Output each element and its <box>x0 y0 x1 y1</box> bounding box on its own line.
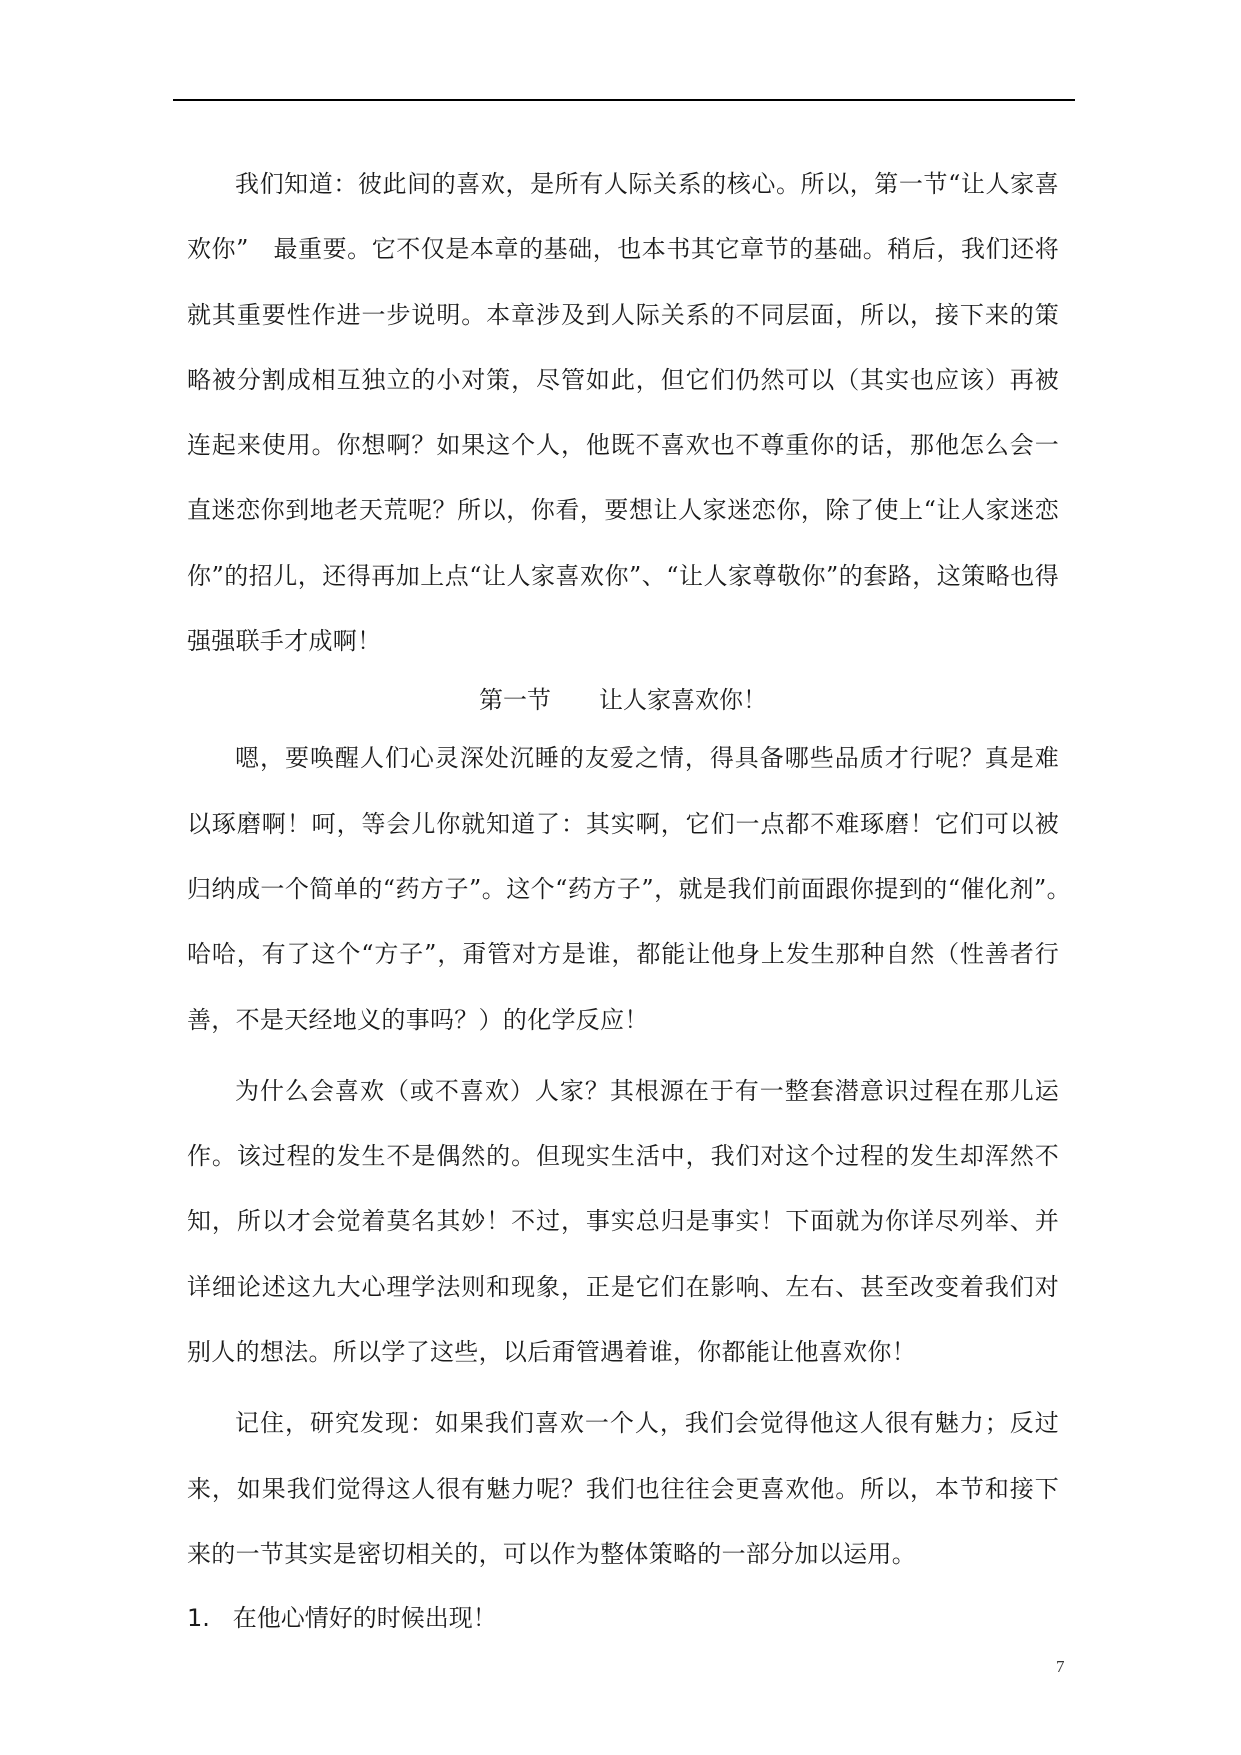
page-content <box>187 152 1084 1649</box>
body-paragraph-2: 为什么会喜欢（或不喜欢）人家？其根源在于有一整套潜意识过程在那儿运作。该过程的发生不是偶然的。但现实生活中，我们对这个过程的发生却浑然不知，所以才会觉着莫名其妙！不过，事实总归是事实！下面就为你详尽列举、并详细论述这九大心理学法则和现象，正是它们在影响、左右、甚至改变着我们对别人的想法。所以学了这些，以后甭管遇着谁，你都能让他喜欢你！ <box>187 1076 1059 1367</box>
body-paragraph-3: 记住，研究发现：如果我们喜欢一个人，我们会觉得他这人很有魅力；反过来，如果我们觉得这人很有魅力呢？我们也往往会更喜欢他。所以，本节和接下来的一节其实是密切相关的，可以作为整体策略的一部分加以运用。 <box>187 1409 1059 1568</box>
body-paragraph-1: 嗯，要唤醒人们心灵深处沉睡的友爱之情，得具备哪些品质才行呢？真是难以琢磨啊！呵，等会儿你就知道了：其实啊，它们一点都不难琢磨！它们可以被归纳成一个简单的“药方子”。这个“药方子”，就是我们前面跟你提到的“催化剂”。 哈哈，有了这个“方子”，甭管对方是谁，都能让他身上发生那种自然（性善者行善，不是天经地义的事吗？）的化学反应！ <box>187 744 1084 1034</box>
header-rule <box>173 99 1075 101</box>
section-heading: 第一节 让人家喜欢你！ <box>479 686 767 715</box>
numbered-subheading: 1. 在他心情好的时候出现！ <box>187 1604 497 1633</box>
page-number: 7 <box>1056 1657 1065 1676</box>
intro-paragraph: 我们知道：彼此间的喜欢，是所有人际关系的核心。所以，第一节“让人家喜欢你” 最重要。它不仅是本章的基础，也本书其它章节的基础。稍后，我们还将就其重要性作进一步说明。本章涉及到人际关系的不同层面，所以，接下来的策略被分割成相互独立的小对策，尽管如此，但它们仍然可以（其实也应该）再被连起来使用。你想啊？如果这个人，他既不喜欢也不尊重你的话，那他怎么会一直迷恋你到地老天荒呢？所以，你看，要想让人家迷恋你，除了使上“让人家迷恋你”的招儿，还得再加上点“让人家喜欢你”、“让人家尊敬你”的套路，这策略也得强强联手才成啊！ <box>187 170 1059 656</box>
